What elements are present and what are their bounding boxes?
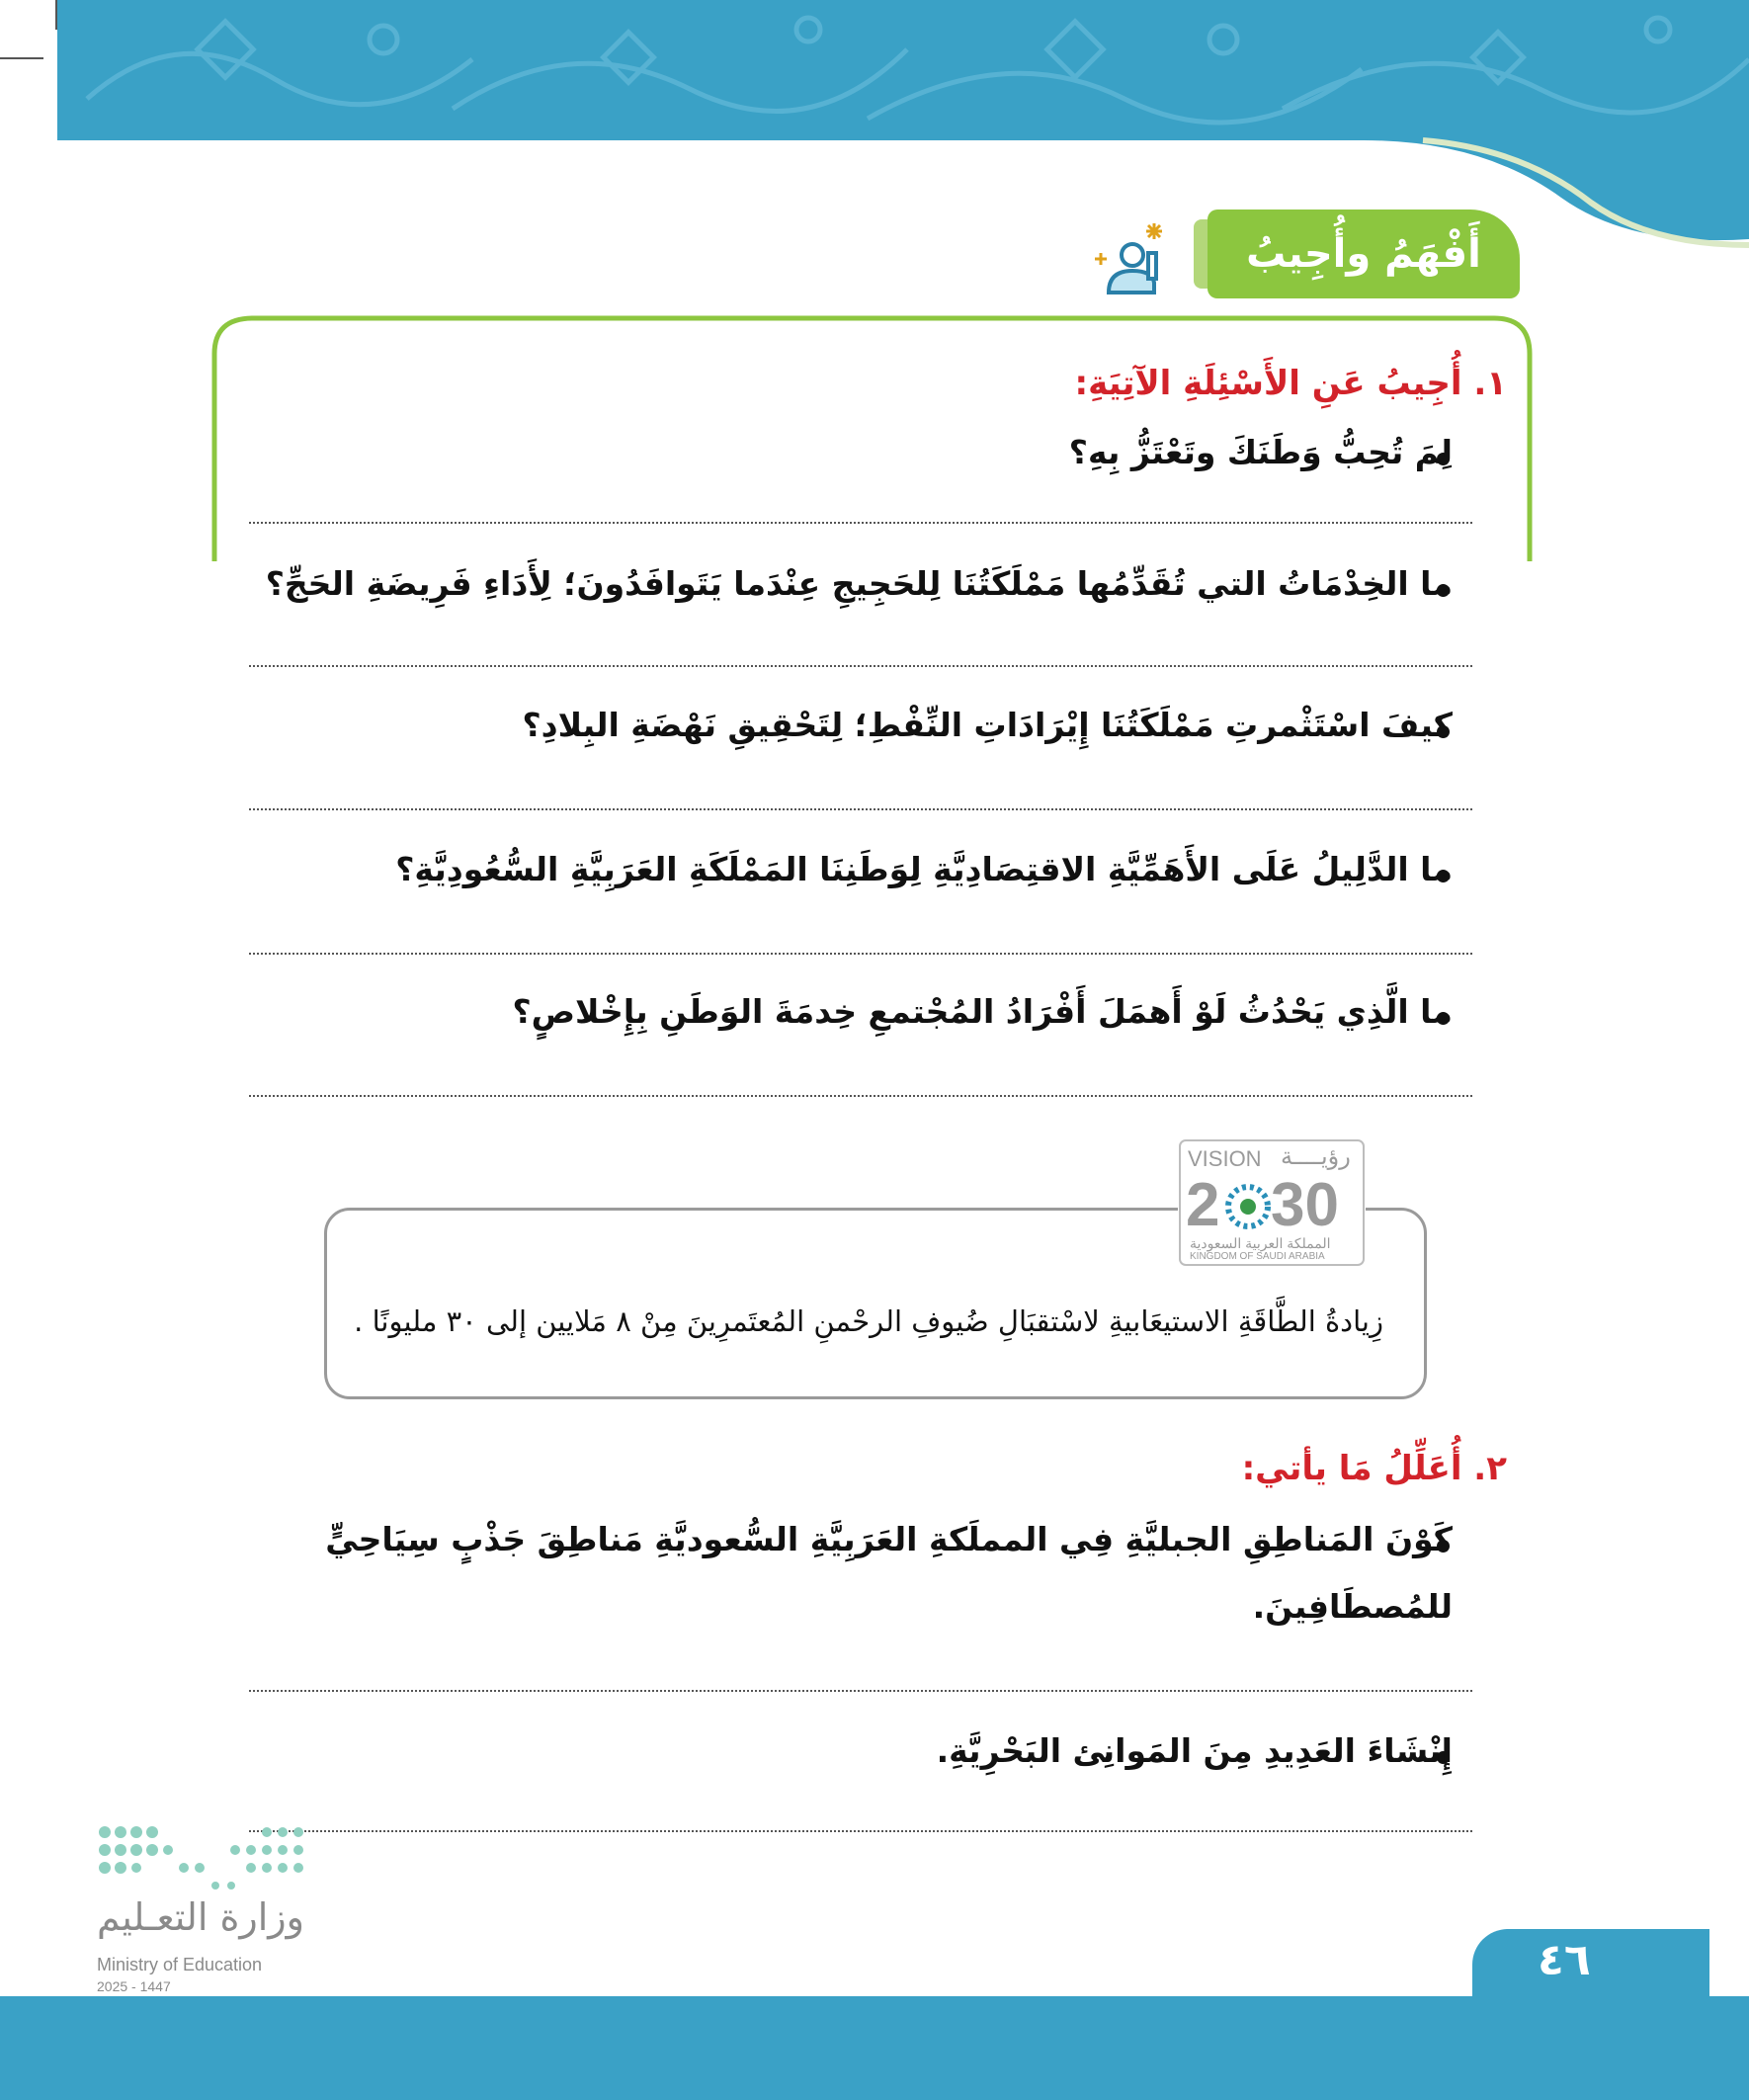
question-item: كيفَ اسْتَثْمرتِ مَمْلَكَتُنَا إِيْرَادَاتِ النِّفْطِ؛ لِتَحْقِيقِ نَهْضَةِ البِلادِ؟	[522, 706, 1453, 744]
question-1-heading: ١. أُجِيبُ عَنِ الأَسْئِلَةِ الآتِيَةِ:	[1074, 364, 1507, 403]
question-item: لِمَ تُحِبُّ وَطَنَكَ وتَعْتَزُّ بِهِ؟	[1068, 433, 1453, 471]
bottom-band	[0, 1996, 1749, 2100]
answer-line[interactable]	[249, 665, 1472, 667]
question-item: ما الَّذِي يَحْدُثُ لَوْ أَهمَلَ أَفْرَادُ المُجْتمعِ خِدمَةَ الوَطَنِ بِإِخْلاصٍ؟	[512, 992, 1453, 1031]
ministry-logo-icon	[97, 1824, 314, 1893]
answer-line[interactable]	[249, 1690, 1472, 1692]
question-item: كَوْنَ المَناطِقِ الجبليَّةِ فِي المملَكةِ العَرَبِيَّةِ السُّعوديَّةِ مَناطِقَ جَذْبٍ سِيَاحِيٍّ	[325, 1520, 1453, 1558]
calligraphy-pattern	[57, 0, 1749, 140]
answer-line[interactable]	[249, 1830, 1472, 1832]
page-number: ٤٦	[1538, 1935, 1591, 1985]
question-item: ما الخِدْمَاتُ التي تُقَدِّمُها مَمْلَكَتُنَا لِلحَجِيجِ عِنْدَما يَتَوافَدُونَ؛ لِأَدَاءِ فَرِيضَةِ الحَجِّ؟	[265, 564, 1453, 603]
answer-line[interactable]	[249, 808, 1472, 810]
vision-2030-logo: VISION رؤيــــة 2 30 المملكة العربية السعودية KINGDOM OF SAUDI ARABIA	[1178, 1138, 1366, 1267]
answer-line[interactable]	[249, 953, 1472, 955]
vision-emblem-icon	[1223, 1182, 1273, 1231]
ministry-name-en: Ministry of Education	[97, 1955, 263, 1974]
section-title: أَفْهَمُ وأُجِيبُ	[1246, 231, 1481, 277]
answer-line[interactable]	[249, 1095, 1472, 1097]
question-2-heading: ٢. أُعَلِّلُ مَا يأتي:	[1241, 1449, 1507, 1488]
question-item: ما الدَّلِيلُ عَلَى الأَهَمِّيَّةِ الاقتِصَادِيَّةِ لِوَطَنِنَا المَمْلَكَةِ العَرَبِيَّةِ السُّعُودِيَّةِ؟	[395, 850, 1453, 888]
vision-text: زِيادةُ الطَّاقَةِ الاستيعَابيةِ لاسْتقبَالِ ضُيوفِ الرحْمنِ المُعتَمرِينَ مِنْ ٨ مَلايين إلى ٣٠ مليونًا .	[354, 1304, 1383, 1338]
answer-line[interactable]	[249, 522, 1472, 524]
page-number-tab	[1472, 1929, 1709, 2000]
thinking-person-icon	[1089, 219, 1168, 298]
ministry-year: 2025 - 1447	[97, 1978, 171, 1994]
ministry-name-ar: وزارة التعـليم	[97, 1895, 305, 1939]
question-item: إِنْشَاءَ العَدِيدِ مِنَ المَوانِئ البَحْرِيَّةِ.	[936, 1731, 1453, 1770]
question-item-continued: للمُصطَافِينَ.	[1252, 1587, 1453, 1626]
crop-mark	[0, 57, 43, 59]
top-banner	[57, 0, 1749, 140]
section-title-tab	[1208, 210, 1520, 298]
